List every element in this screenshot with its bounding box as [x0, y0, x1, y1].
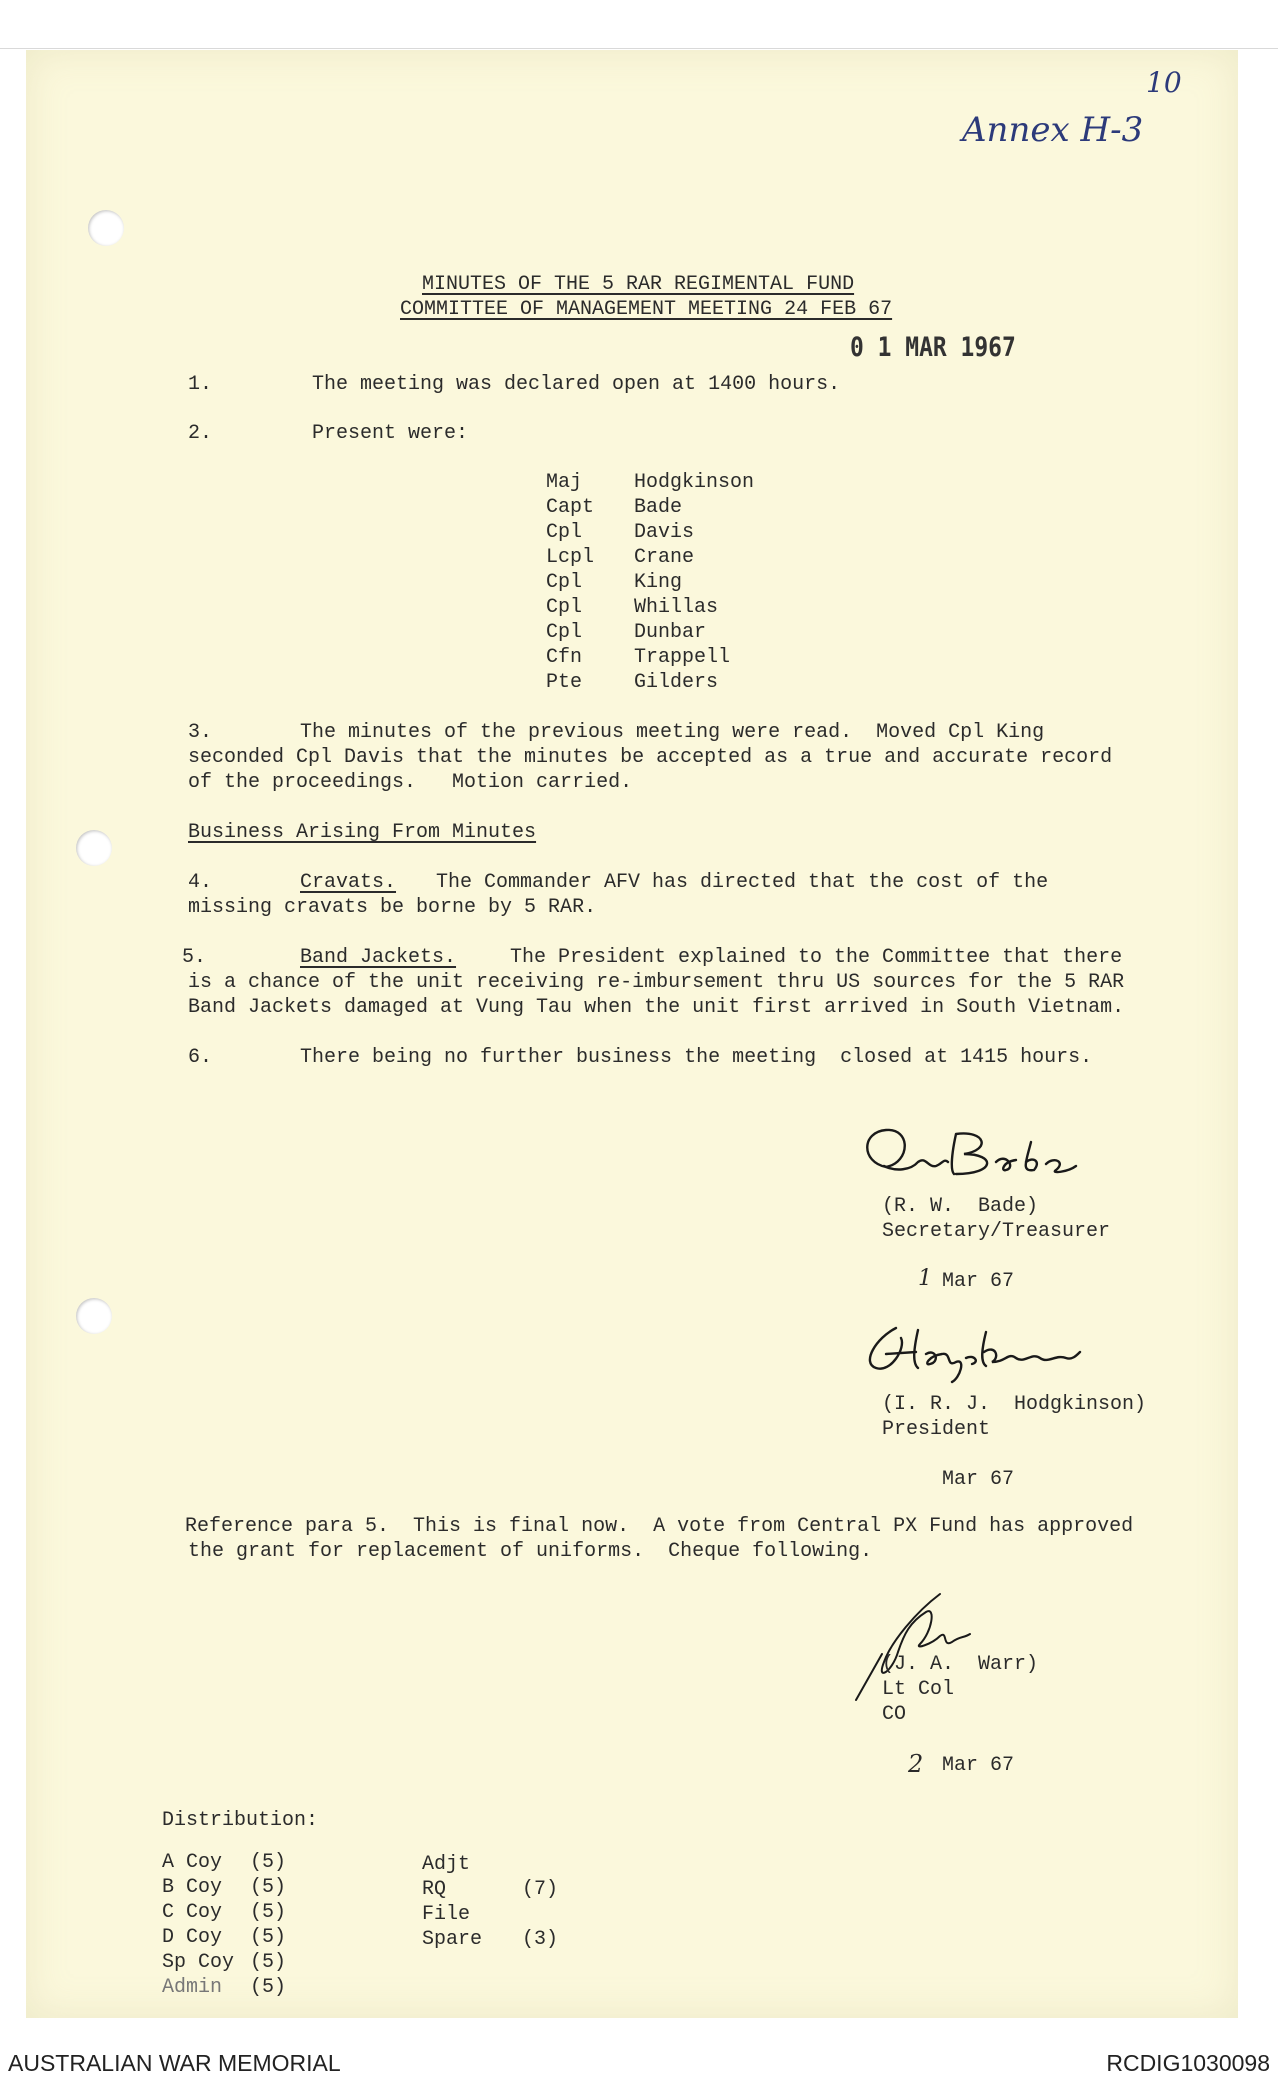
punch-hole: [88, 210, 124, 246]
distribution-unit: Sp Coy: [162, 1951, 235, 1974]
president-name: (I. R. J. Hodgkinson): [882, 1393, 1147, 1416]
attendee-rank: Cpl: [546, 521, 583, 544]
para-5-number: 5.: [182, 946, 207, 969]
attendee-name: Hodgkinson: [634, 471, 755, 494]
reference-note-line-1: Reference para 5. This is final now. A vote from Central PX Fund has approved: [185, 1515, 1134, 1538]
distribution-unit: D Coy: [162, 1926, 223, 1949]
president-signature: [856, 1318, 1086, 1388]
attendee-rank: Pte: [546, 671, 583, 694]
para-2-number: 2.: [188, 422, 213, 445]
distribution-count: (5): [250, 1876, 287, 1899]
distribution-heading: Distribution:: [162, 1809, 319, 1832]
distribution-unit: Adjt: [422, 1853, 471, 1876]
distribution-count: (5): [250, 1951, 287, 1974]
para-5-line-1: The President explained to the Committee that there: [510, 946, 1123, 969]
annex-handwritten: Annex H-3: [962, 110, 1144, 150]
attendee-rank: Cpl: [546, 621, 583, 644]
president-title: President: [882, 1418, 991, 1441]
distribution-unit: RQ: [422, 1878, 447, 1901]
attendee-name: Davis: [634, 521, 695, 544]
para-5-heading: Band Jackets.: [300, 946, 457, 969]
secretary-date: Mar 67: [942, 1270, 1015, 1293]
document-page: [26, 50, 1238, 2018]
para-5-line-3: Band Jackets damaged at Vung Tau when the unit first arrived in South Vietnam.: [188, 996, 1125, 1019]
distribution-count: (5): [250, 1851, 287, 1874]
para-1-number: 1.: [188, 373, 213, 396]
title-line-2: COMMITTEE OF MANAGEMENT MEETING 24 FEB 67: [400, 298, 893, 321]
para-2-text: Present were:: [312, 422, 469, 445]
para-5-line-2: is a chance of the unit receiving re-imbursement thru US sources for the 5 RAR: [188, 971, 1125, 994]
footer-item-id: RCDIG1030098: [1106, 2050, 1270, 2076]
attendee-name: Trappell: [634, 646, 731, 669]
attendee-rank: Cfn: [546, 646, 583, 669]
co-name: (J. A. Warr): [882, 1653, 1039, 1676]
page-number-handwritten: 10: [1146, 66, 1182, 99]
para-3-number: 3.: [188, 721, 213, 744]
para-6-text: There being no further business the meeting closed at 1415 hours.: [300, 1046, 1093, 1069]
punch-hole: [76, 1298, 112, 1334]
para-3-line-1: The minutes of the previous meeting were read. Moved Cpl King: [300, 721, 1045, 744]
distribution-count: (3): [522, 1928, 559, 1951]
para-4-line-1: The Commander AFV has directed that the cost of the: [436, 871, 1049, 894]
para-4-number: 4.: [188, 871, 213, 894]
business-arising-heading: Business Arising From Minutes: [188, 821, 537, 844]
distribution-count: (5): [250, 1976, 287, 1999]
attendee-rank: Capt: [546, 496, 595, 519]
attendee-rank: Cpl: [546, 596, 583, 619]
distribution-unit: Admin: [162, 1976, 223, 1999]
attendee-name: Dunbar: [634, 621, 707, 644]
distribution-unit: B Coy: [162, 1876, 223, 1899]
punch-hole: [76, 830, 112, 866]
distribution-unit: A Coy: [162, 1851, 223, 1874]
attendee-name: Bade: [634, 496, 683, 519]
secretary-date-day-handwritten: 1: [918, 1266, 932, 1291]
co-date-day-handwritten: 2: [908, 1750, 924, 1778]
secretary-name: (R. W. Bade): [882, 1195, 1039, 1218]
distribution-unit: C Coy: [162, 1901, 223, 1924]
title-line-1: MINUTES OF THE 5 RAR REGIMENTAL FUND: [422, 273, 855, 296]
co-title-role: CO: [882, 1703, 907, 1726]
secretary-signature: [856, 1122, 1086, 1192]
distribution-count: (5): [250, 1901, 287, 1924]
para-1-text: The meeting was declared open at 1400 hours.: [312, 373, 841, 396]
para-6-number: 6.: [188, 1046, 213, 1069]
scan-top-border: [0, 48, 1278, 49]
footer-archive-name: AUSTRALIAN WAR MEMORIAL: [8, 2050, 341, 2076]
distribution-unit: File: [422, 1903, 471, 1926]
attendee-rank: Lcpl: [546, 546, 595, 569]
para-4-heading: Cravats.: [300, 871, 397, 894]
attendee-rank: Maj: [546, 471, 583, 494]
secretary-title: Secretary/Treasurer: [882, 1220, 1111, 1243]
co-title-rank: Lt Col: [882, 1678, 955, 1701]
distribution-unit: Spare: [422, 1928, 483, 1951]
para-4-line-2: missing cravats be borne by 5 RAR.: [188, 896, 597, 919]
para-3-line-2: seconded Cpl Davis that the minutes be accepted as a true and accurate record: [188, 746, 1113, 769]
para-3-line-3: of the proceedings. Motion carried.: [188, 771, 633, 794]
attendee-name: Crane: [634, 546, 695, 569]
attendee-rank: Cpl: [546, 571, 583, 594]
distribution-count: (5): [250, 1926, 287, 1949]
attendee-name: Whillas: [634, 596, 719, 619]
attendee-name: Gilders: [634, 671, 719, 694]
received-date-stamp: 0 1 MAR 1967: [850, 332, 1016, 363]
reference-note-line-2: the grant for replacement of uniforms. Cheque following.: [188, 1540, 873, 1563]
distribution-count: (7): [522, 1878, 559, 1901]
co-date: Mar 67: [942, 1754, 1015, 1777]
attendee-name: King: [634, 571, 683, 594]
president-date: Mar 67: [942, 1468, 1015, 1491]
